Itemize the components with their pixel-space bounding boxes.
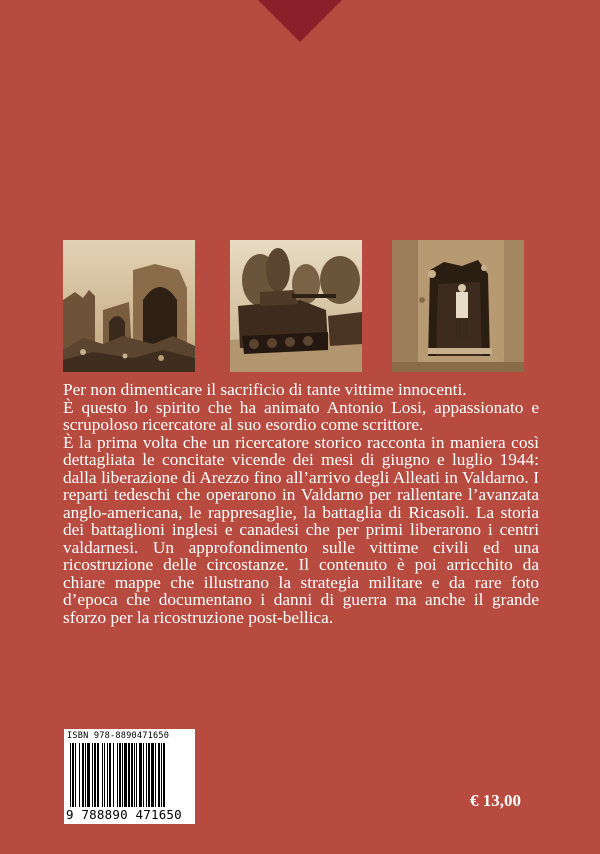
barcode-bar [155, 743, 156, 807]
barcode-bar [146, 743, 147, 807]
barcode-bar [72, 743, 74, 807]
barcode-bar [70, 743, 71, 807]
barcode-bar [102, 743, 103, 807]
barcode-bar [92, 743, 93, 807]
barcode-bar [158, 743, 160, 807]
barcode-bar [75, 743, 76, 807]
ean-digits: 9 788890 471650 [66, 807, 182, 822]
barcode-bar [148, 743, 150, 807]
blurb-paragraph: È questo lo spirito che ha animato Antonio Losi, appassionato e scrupoloso ricercatore al suo esordio come scrittore. [63, 397, 539, 434]
barcode-bar [139, 743, 142, 807]
barcode-bar [134, 743, 135, 807]
barcode-bar [85, 743, 86, 807]
isbn-label: ISBN 978-8890471650 [67, 731, 170, 741]
photo-strip [63, 240, 537, 372]
back-cover-blurb [63, 381, 539, 626]
barcode-bar [97, 743, 99, 807]
barcode-bar [117, 743, 118, 807]
blurb-paragraph: Per non dimenticare il sacrificio di tante vittime innocenti. [63, 380, 467, 399]
tank-column-photo [230, 240, 362, 372]
price-label: € 13,00 [470, 791, 521, 810]
barcode-bar [87, 743, 90, 807]
barcode-bar [128, 743, 130, 807]
barcode-bar [104, 743, 105, 807]
blurb-paragraph: È la prima volta che un ricercatore storico racconta in maniera così dettagliata le concitate vicende dei mesi di giugno e luglio 1944: dalla liberazione di Arezzo fino all’arrivo degli Alleati in Valdarno. I reparti tedeschi che operarono in Valdarno per rallentare l’avanzata anglo-americana, le rappresaglie, la battaglia di Ricasoli. La storia dei battaglioni inglesi e canadesi che per primi liberarono i centri valdarnesi. Un approfondimento sulle vittime civili ed una ricostruzione delle circostanze. Il contenuto è poi arricchito da chiare mappe che illustrano la strategia militare e da rare foto d’epoca che documentano i danni di guerra ma anche il grande sforzo per la ricostruzione post-bellica. [63, 432, 539, 627]
barcode-bar [143, 743, 144, 807]
barcode-bar [131, 743, 133, 807]
barcode-bars [70, 743, 189, 807]
barcode-bar [119, 743, 121, 807]
barcode-bar [151, 743, 154, 807]
barcode-bar [82, 743, 84, 807]
ruined-church-photo [63, 240, 195, 372]
barcode-bar [79, 743, 80, 807]
isbn-barcode [64, 729, 195, 824]
damaged-doorway-photo [392, 240, 524, 372]
barcode-bar [122, 743, 123, 807]
barcode-bar [161, 743, 162, 807]
barcode-bar [109, 743, 111, 807]
top-tab-triangle [258, 0, 342, 42]
barcode-bar [124, 743, 127, 807]
barcode-bar [163, 743, 165, 807]
barcode-bar [94, 743, 96, 807]
barcode-bar [136, 743, 137, 807]
barcode-bar [113, 743, 114, 807]
barcode-bar [107, 743, 108, 807]
